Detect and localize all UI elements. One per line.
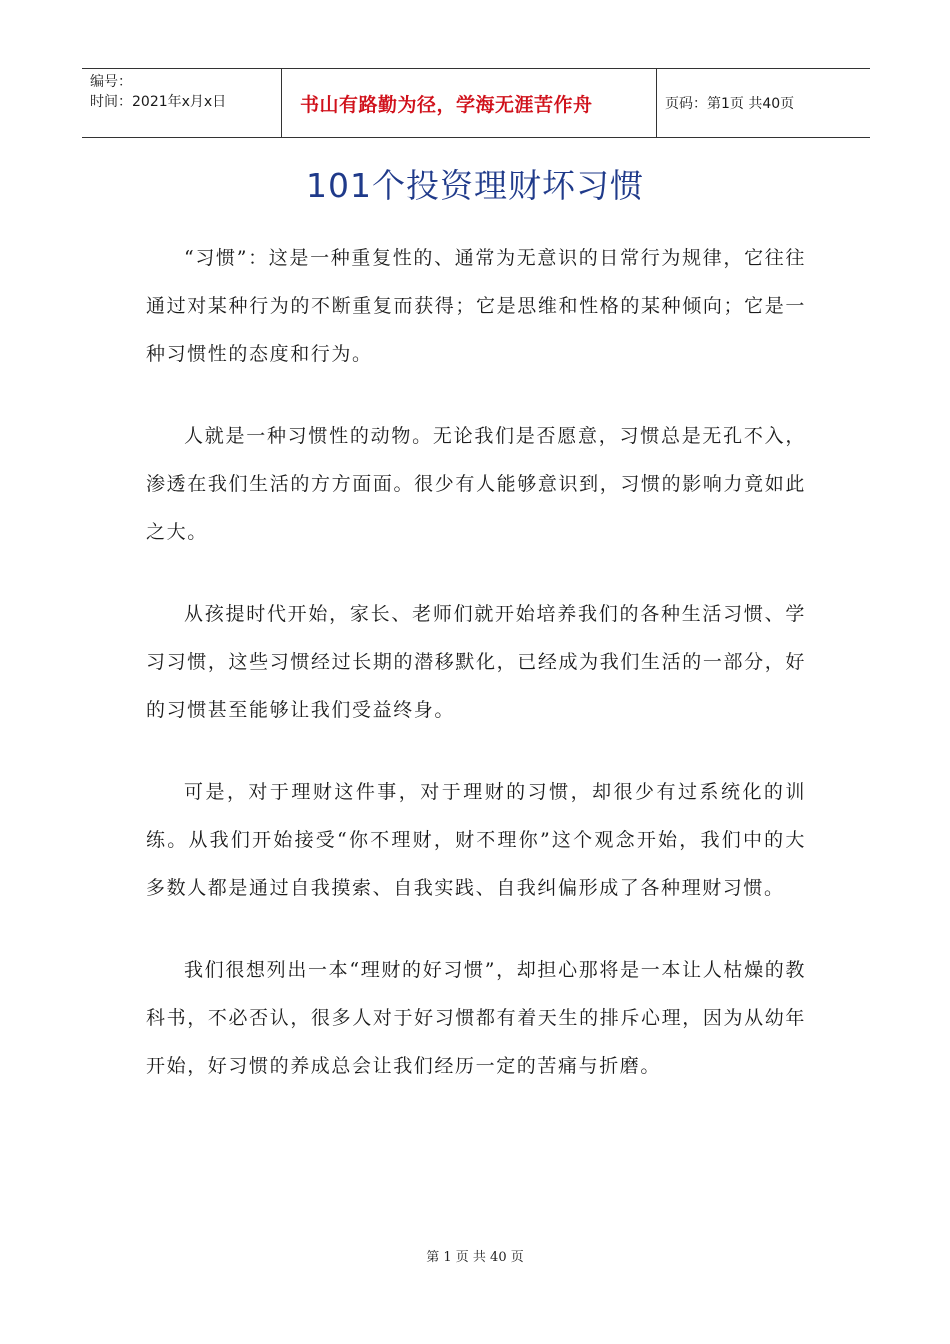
- document-body: [146, 234, 806, 1124]
- document-title: 101个投资理财坏习惯: [306, 166, 644, 205]
- document-number-label: 编号：: [90, 74, 132, 90]
- header-page-info: 页码：第1页 共40页: [665, 96, 795, 112]
- paragraph: 从孩提时代开始，家长、老师们就开始培养我们的各种生活习惯、学习习惯，这些习惯经过长期的潜移默化，已经成为我们生活的一部分，好的习惯甚至能够让我们受益终身。: [146, 603, 806, 721]
- paragraph: 可是，对于理财这件事，对于理财的习惯，却很少有过系统化的训练。从我们开始接受“你不理财，财不理你”这个观念开始，我们中的大多数人都是通过自我摸索、自我实践、自我纠偏形成了各种理财习惯。: [146, 781, 806, 899]
- paragraph: 我们很想列出一本“理财的好习惯”，却担心那将是一本让人枯燥的教科书，不必否认，很多人对于好习惯都有着天生的排斥心理，因为从幼年开始，好习惯的养成总会让我们经历一定的苦痛与折磨。: [146, 959, 806, 1077]
- paragraph: 人就是一种习惯性的动物。无论我们是否愿意，习惯总是无孔不入，渗透在我们生活的方方面面。很少有人能够意识到，习惯的影响力竟如此之大。: [146, 425, 806, 543]
- header-motto: 书山有路勤为径，学海无涯苦作舟: [282, 69, 657, 137]
- header-meta: [82, 69, 282, 137]
- page-footer: 第 1 页 共 40 页: [426, 1250, 524, 1265]
- paragraph: “习惯”：这是一种重复性的、通常为无意识的日常行为规律，它往往通过对某种行为的不断重复而获得；它是思维和性格的某种倾向；它是一种习惯性的态度和行为。: [146, 247, 806, 365]
- document-header: [82, 68, 870, 138]
- document-date-label: 时间：2021年x月x日: [90, 94, 227, 110]
